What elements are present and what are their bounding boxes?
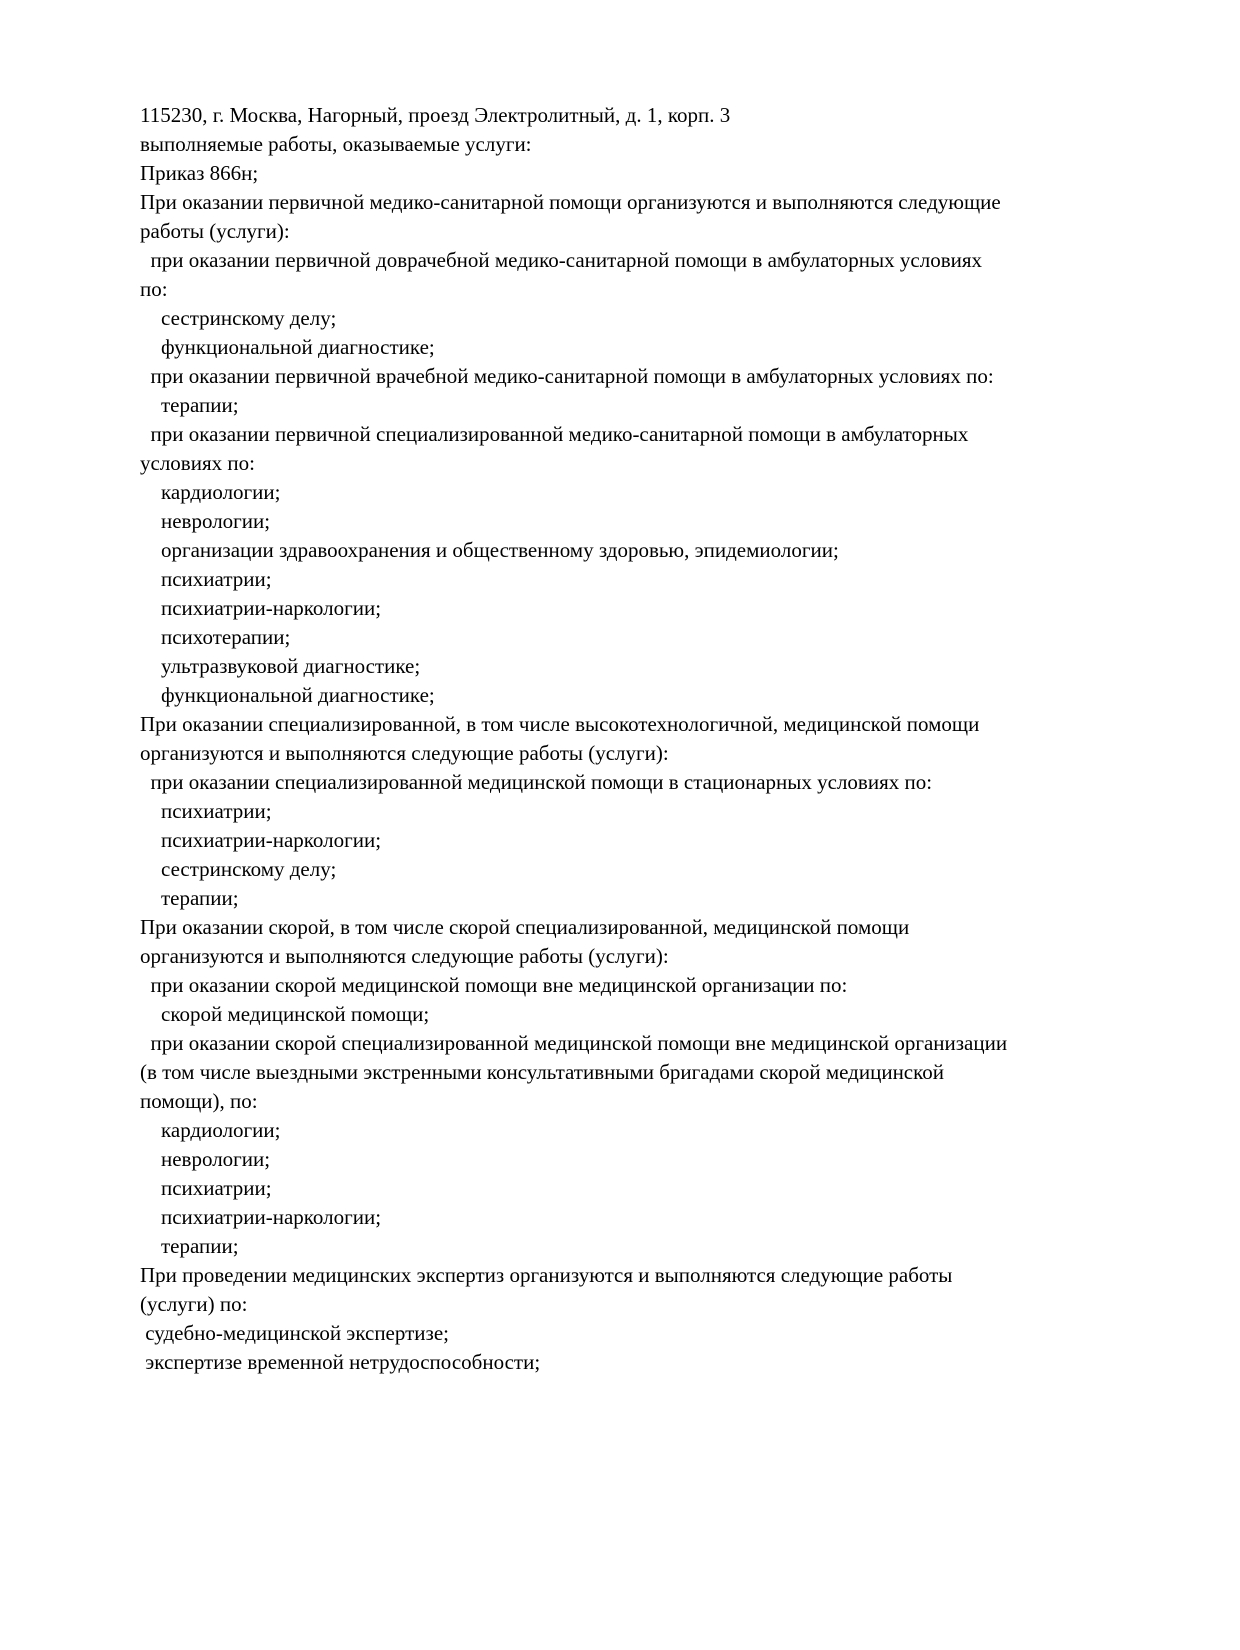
text-line: ультразвуковой диагностике; [140, 654, 421, 678]
text-line: кардиологии; [140, 1118, 281, 1142]
text-line: неврологии; [140, 509, 271, 533]
text-line: скорой медицинской помощи; [140, 1002, 430, 1026]
text-line: психиатрии; [140, 799, 272, 823]
text-line: терапии; [140, 1234, 239, 1258]
text-line: выполняемые работы, оказываемые услуги: [140, 132, 532, 156]
text-line: функциональной диагностике; [140, 335, 435, 359]
text-line: психиатрии-наркологии; [140, 1205, 382, 1229]
text-line: при оказании первичной врачебной медико-санитарной помощи в амбулаторных условиях по: [140, 364, 994, 388]
text-line: при оказании первичной специализированной медико-санитарной помощи в амбулаторных [140, 422, 969, 446]
text-line: помощи), по: [140, 1089, 258, 1113]
text-line: сестринскому делу; [140, 857, 337, 881]
text-line: по: [140, 277, 168, 301]
text-line: (услуги) по: [140, 1292, 248, 1316]
text-line: организуются и выполняются следующие работы (услуги): [140, 741, 669, 765]
text-line: организации здравоохранения и общественному здоровью, эпидемиологии; [140, 538, 839, 562]
text-line: функциональной диагностике; [140, 683, 435, 707]
text-line: При оказании первичной медико-санитарной помощи организуются и выполняются следующие [140, 190, 1001, 214]
text-line: при оказании первичной доврачебной медико-санитарной помощи в амбулаторных условиях [140, 248, 983, 272]
text-line: психиатрии-наркологии; [140, 596, 382, 620]
text-line: сестринскому делу; [140, 306, 337, 330]
text-line: психиатрии; [140, 567, 272, 591]
license-text-block [140, 101, 1180, 1377]
text-line: При оказании специализированной, в том числе высокотехнологичной, медицинской помощи [140, 712, 980, 736]
text-line: 115230, г. Москва, Нагорный, проезд Электролитный, д. 1, корп. 3 [140, 103, 731, 127]
text-line: При оказании скорой, в том числе скорой специализированной, медицинской помощи [140, 915, 910, 939]
text-line: при оказании скорой медицинской помощи вне медицинской организации по: [140, 973, 848, 997]
text-line: при оказании скорой специализированной медицинской помощи вне медицинской организации [140, 1031, 1008, 1055]
text-line: судебно-медицинской экспертизе; [140, 1321, 449, 1345]
text-line: психиатрии; [140, 1176, 272, 1200]
text-line: терапии; [140, 393, 239, 417]
text-line: (в том числе выездными экстренными консультативными бригадами скорой медицинской [140, 1060, 944, 1084]
text-line: кардиологии; [140, 480, 281, 504]
text-line: организуются и выполняются следующие работы (услуги): [140, 944, 669, 968]
text-line: терапии; [140, 886, 239, 910]
text-line: экспертизе временной нетрудоспособности; [140, 1350, 541, 1374]
text-line: Приказ 866н; [140, 161, 259, 185]
text-line: условиях по: [140, 451, 255, 475]
text-line: работы (услуги): [140, 219, 290, 243]
text-line: При проведении медицинских экспертиз организуются и выполняются следующие работы [140, 1263, 953, 1287]
text-line: при оказании специализированной медицинской помощи в стационарных условиях по: [140, 770, 933, 794]
text-line: психотерапии; [140, 625, 291, 649]
text-line: неврологии; [140, 1147, 271, 1171]
text-line: психиатрии-наркологии; [140, 828, 382, 852]
